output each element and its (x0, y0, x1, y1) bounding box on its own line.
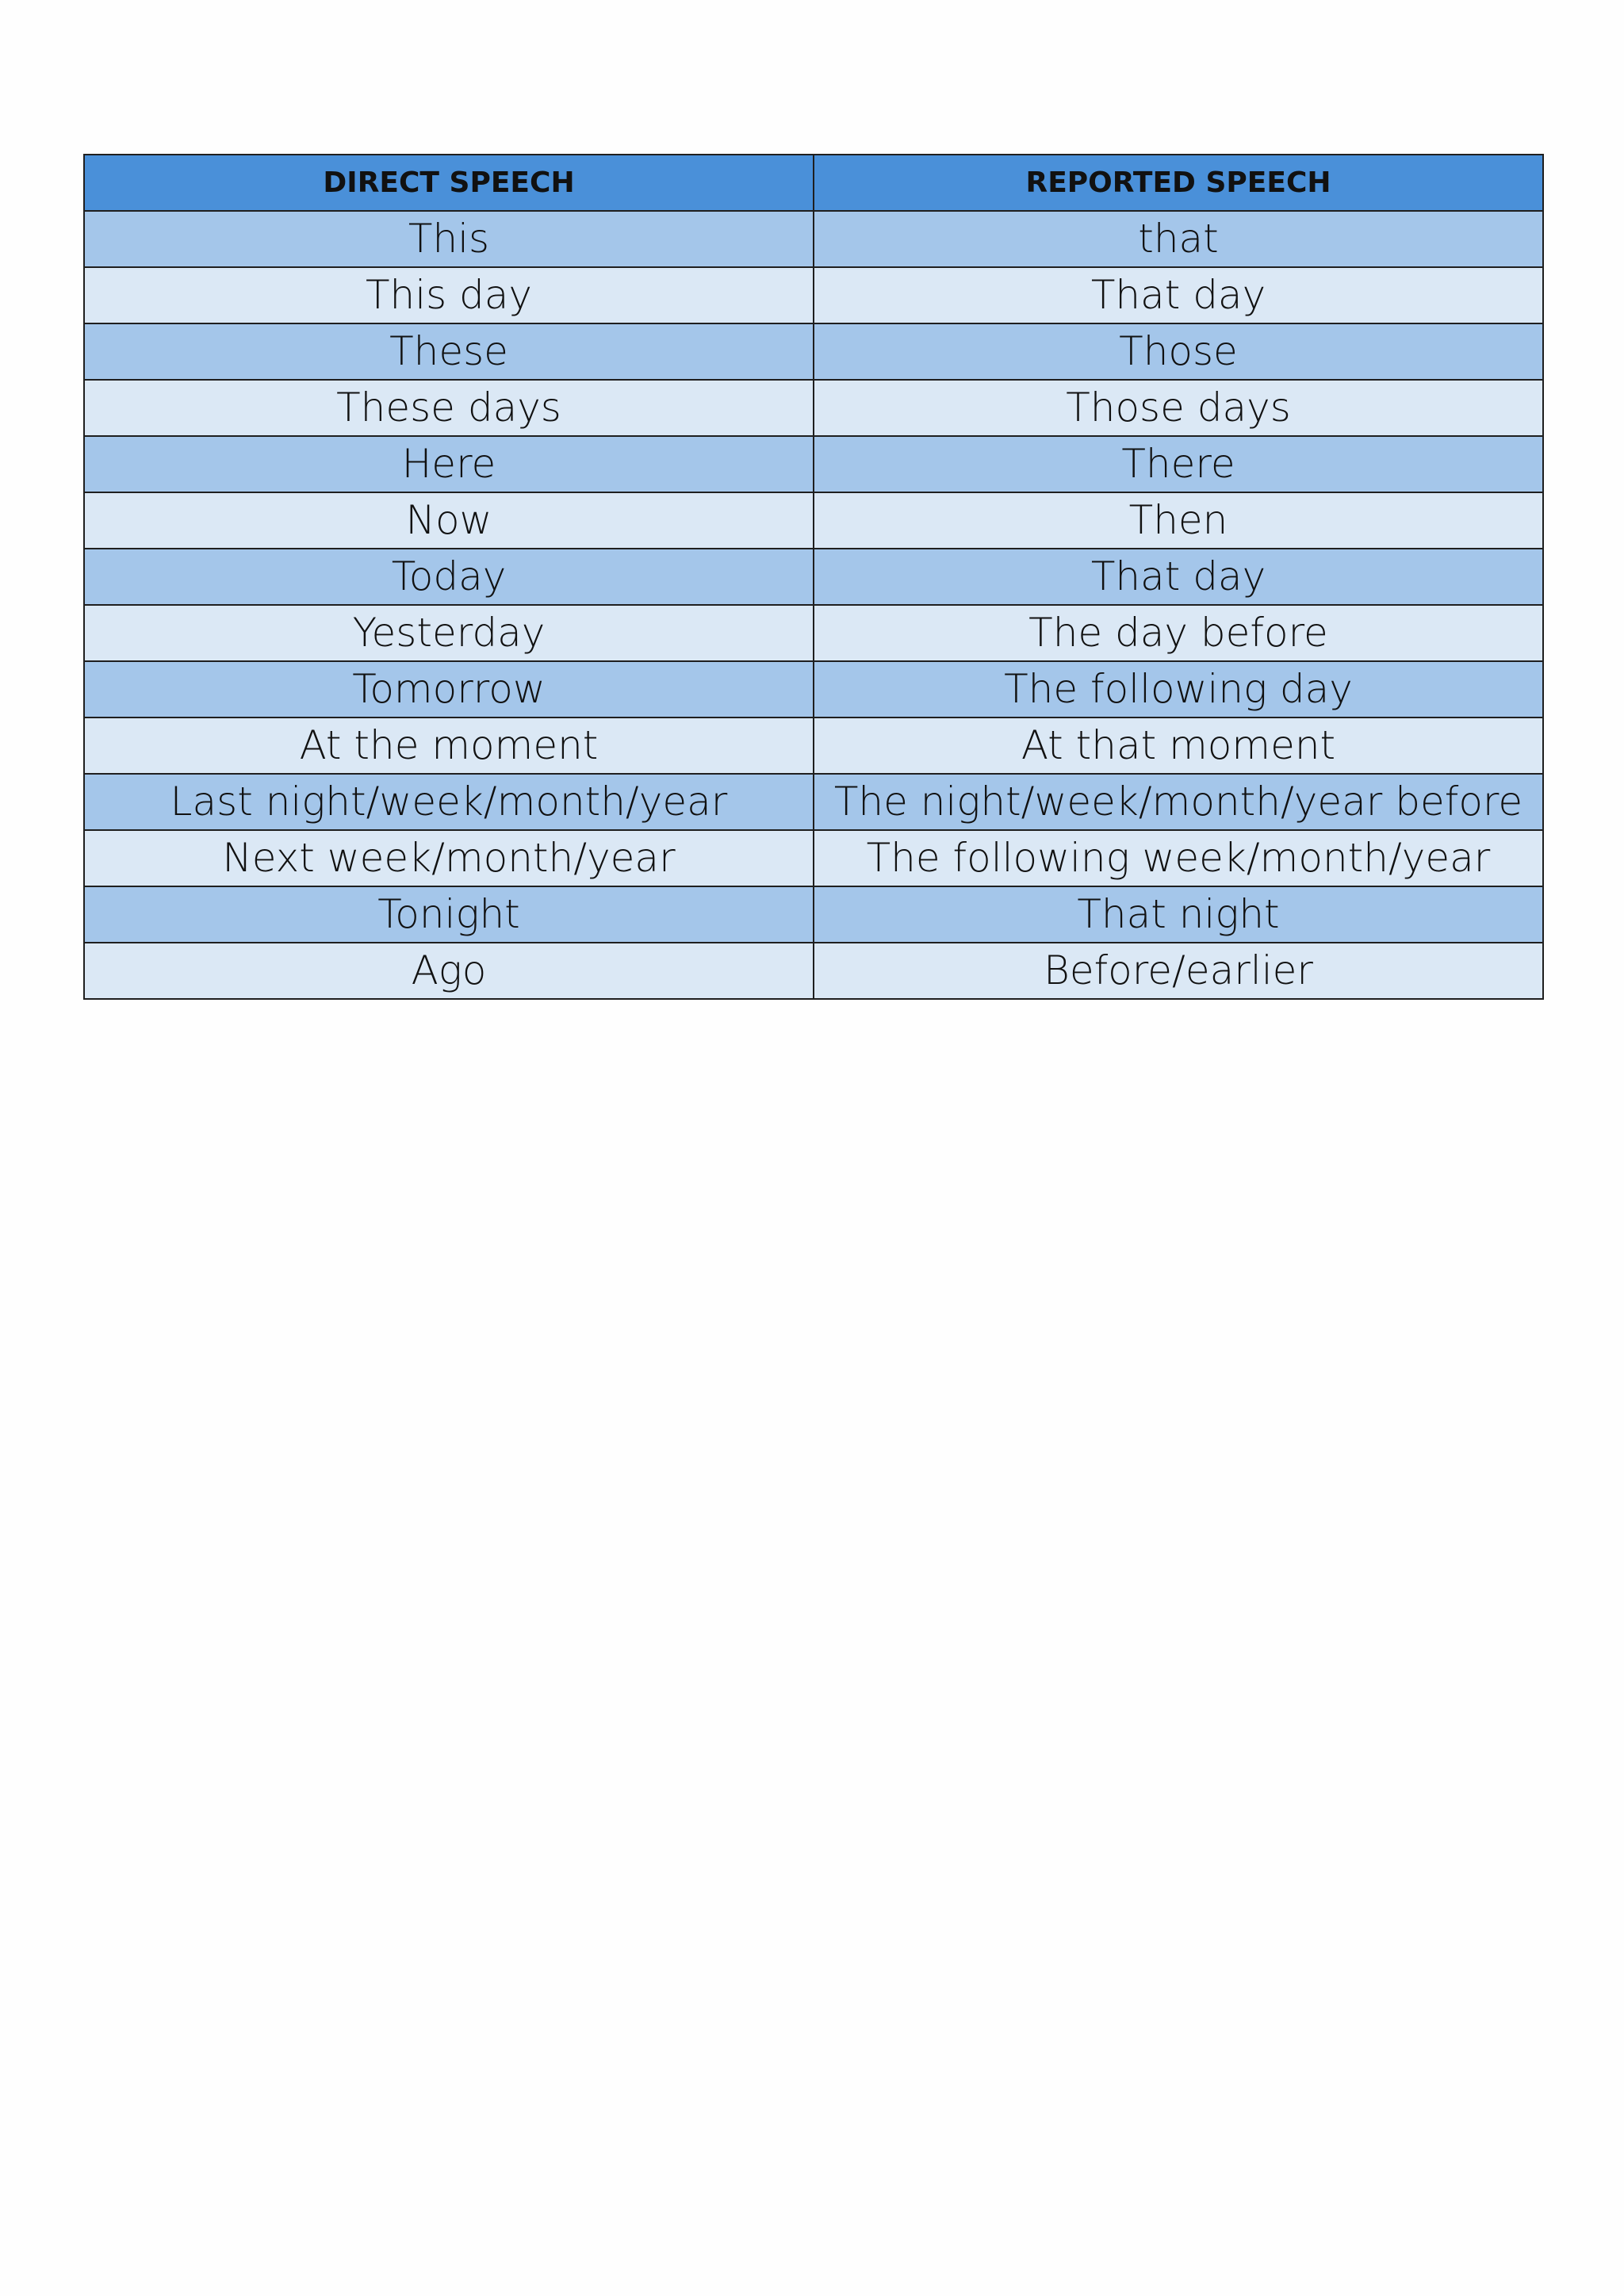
table-body (84, 211, 1543, 999)
reported-speech-cell: The night/week/month/year before (814, 774, 1543, 830)
direct-reported-speech-table (83, 154, 1544, 1000)
reported-speech-cell: Then (814, 492, 1543, 549)
table-row (84, 830, 1543, 886)
table-row (84, 886, 1543, 943)
direct-speech-cell: Tonight (84, 886, 814, 943)
table-row (84, 323, 1543, 380)
table-row (84, 492, 1543, 549)
table-row (84, 436, 1543, 492)
table-row (84, 267, 1543, 323)
direct-speech-cell: These days (84, 380, 814, 436)
reported-speech-cell: That day (814, 267, 1543, 323)
table-row (84, 661, 1543, 718)
table-row (84, 774, 1543, 830)
direct-speech-cell: Now (84, 492, 814, 549)
reported-speech-cell: That night (814, 886, 1543, 943)
reported-speech-cell: The following day (814, 661, 1543, 718)
table-row (84, 211, 1543, 267)
direct-speech-cell: Next week/month/year (84, 830, 814, 886)
direct-speech-cell: Last night/week/month/year (84, 774, 814, 830)
direct-speech-cell: Today (84, 549, 814, 605)
direct-speech-cell: This day (84, 267, 814, 323)
table-row (84, 549, 1543, 605)
reported-speech-cell: That day (814, 549, 1543, 605)
reported-speech-cell: Those days (814, 380, 1543, 436)
direct-speech-cell: Tomorrow (84, 661, 814, 718)
direct-speech-cell: Yesterday (84, 605, 814, 661)
header-reported-speech: REPORTED SPEECH (814, 155, 1543, 211)
direct-speech-cell: These (84, 323, 814, 380)
direct-speech-cell: This (84, 211, 814, 267)
reported-speech-cell: At that moment (814, 718, 1543, 774)
reported-speech-cell: that (814, 211, 1543, 267)
direct-speech-cell: At the moment (84, 718, 814, 774)
reported-speech-cell: Those (814, 323, 1543, 380)
table-row (84, 380, 1543, 436)
reported-speech-cell: The day before (814, 605, 1543, 661)
reported-speech-cell: The following week/month/year (814, 830, 1543, 886)
direct-speech-cell: Ago (84, 943, 814, 999)
header-direct-speech: DIRECT SPEECH (84, 155, 814, 211)
table-header-row (84, 155, 1543, 211)
table-row (84, 718, 1543, 774)
direct-speech-cell: Here (84, 436, 814, 492)
table-row (84, 943, 1543, 999)
reported-speech-cell: There (814, 436, 1543, 492)
reported-speech-cell: Before/earlier (814, 943, 1543, 999)
table-row (84, 605, 1543, 661)
